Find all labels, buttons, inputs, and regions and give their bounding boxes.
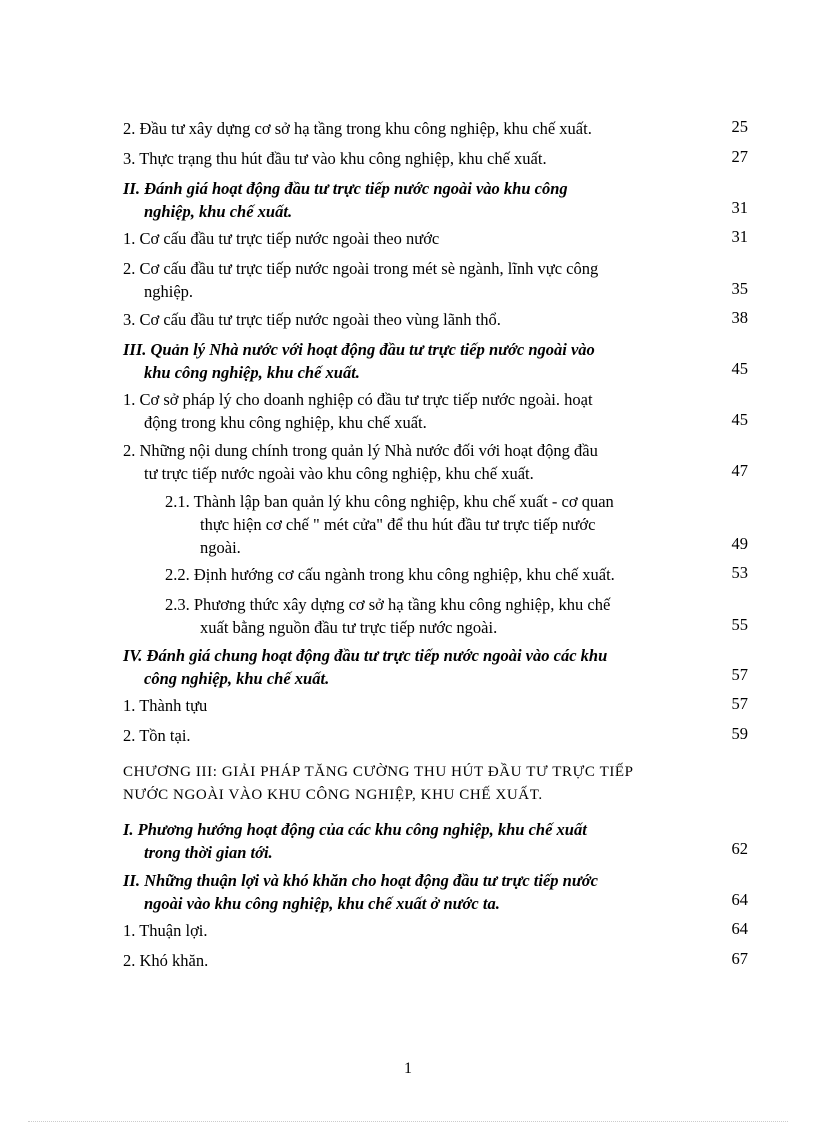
toc-entry-text: II. Những thuận lợi và khó khăn cho hoạt động đầu tư trực tiếp nước — [123, 871, 598, 890]
toc-entry-text: công nghiệp, khu chế xuất. — [144, 669, 330, 688]
toc-entry-text: 2.1. Thành lập ban quản lý khu công nghiệp, khu chế xuất - cơ quan — [165, 492, 614, 511]
toc-entry — [123, 949, 693, 972]
toc-page-number: 57 — [731, 665, 748, 684]
toc-entry — [123, 308, 693, 331]
toc-page-number: 45 — [731, 410, 748, 429]
toc-entry-text: 1. Cơ cấu đầu tư trực tiếp nước ngoài theo nước — [123, 229, 440, 248]
toc-entry-text: 3. Thực trạng thu hút đầu tư vào khu công nghiệp, khu chế xuất. — [123, 149, 547, 168]
page-bottom-divider — [28, 1121, 788, 1122]
toc-page-number: 64 — [731, 890, 748, 909]
toc-entry-text: IV. Đánh giá chung hoạt động đầu tư trực tiếp nước ngoài vào các khu — [123, 646, 608, 665]
toc-entry — [123, 724, 693, 747]
toc-entry — [123, 117, 693, 140]
toc-page-number: 31 — [731, 227, 748, 246]
toc-page-number: 57 — [731, 694, 748, 713]
toc-entry-text: 2. Đầu tư xây dựng cơ sở hạ tầng trong khu công nghiệp, khu chế xuất. — [123, 119, 592, 138]
toc-entry-text: ngoài. — [200, 538, 241, 557]
toc-page-number: 55 — [731, 615, 748, 634]
toc-subentry — [165, 490, 693, 559]
toc-page-number: 45 — [731, 359, 748, 378]
toc-entry — [123, 227, 693, 250]
toc-entry — [123, 439, 693, 485]
toc-section-heading — [123, 818, 693, 864]
toc-entry-text: xuất bằng nguồn đầu tư trực tiếp nước ngoài. — [200, 618, 498, 637]
toc-entry — [123, 919, 693, 942]
toc-page-number: 64 — [731, 919, 748, 938]
toc-entry-text: 1. Thuận lợi. — [123, 921, 208, 940]
toc-page-number: 62 — [731, 839, 748, 858]
toc-page-number: 35 — [731, 279, 748, 298]
toc-entry-text: 2.3. Phương thức xây dựng cơ sở hạ tầng khu công nghiệp, khu chế — [165, 595, 611, 614]
toc-page-number: 53 — [731, 563, 748, 582]
toc-page-number: 31 — [731, 198, 748, 217]
toc-entry-text: NƯỚC NGOÀI VÀO KHU CÔNG NGHIỆP, KHU CHẾ XUẤT. — [123, 787, 543, 803]
toc-page-number: 59 — [731, 724, 748, 743]
toc-entry — [123, 147, 693, 170]
toc-entry-text: 2. Cơ cấu đầu tư trực tiếp nước ngoài trong mét sè ngành, lĩnh vực công — [123, 259, 599, 278]
toc-entry-text: I. Phương hướng hoạt động của các khu công nghiệp, khu chế xuất — [123, 820, 587, 839]
toc-section-heading — [123, 338, 693, 384]
toc-section-heading — [123, 869, 693, 915]
toc-entry-text: 2.2. Định hướng cơ cấu ngành trong khu công nghiệp, khu chế xuất. — [165, 565, 615, 584]
toc-entry — [123, 388, 693, 434]
toc-entry-text: 2. Khó khăn. — [123, 951, 209, 970]
page-number-footer: 1 — [404, 1060, 412, 1077]
toc-entry-text: nghiệp, khu chế xuất. — [144, 202, 293, 221]
toc-entry-text: 2. Những nội dung chính trong quản lý Nhà nước đối với hoạt động đầu — [123, 441, 598, 460]
toc-subentry — [165, 593, 693, 639]
toc-section-heading — [123, 644, 693, 690]
toc-entry-text: ngoài vào khu công nghiệp, khu chế xuất ở nước ta. — [144, 894, 500, 913]
toc-subentry — [165, 563, 693, 586]
toc-page-number: 25 — [731, 117, 748, 136]
toc-entry-text: 1. Thành tựu — [123, 696, 208, 715]
toc-entry-text: CHƯƠNG III: GIẢI PHÁP TĂNG CƯỜNG THU HÚT ĐẦU TƯ TRỰC TIẾP — [123, 764, 634, 780]
toc-page-number: 49 — [731, 534, 748, 553]
toc-entry-text: nghiệp. — [144, 282, 194, 301]
toc-page-number: 27 — [731, 147, 748, 166]
toc-entry-text: trong thời gian tới. — [144, 843, 273, 862]
toc-entry-text: 3. Cơ cấu đầu tư trực tiếp nước ngoài theo vùng lãnh thổ. — [123, 310, 501, 329]
toc-entry — [123, 257, 693, 303]
toc-entry-text: 1. Cơ sở pháp lý cho doanh nghiệp có đầu tư trực tiếp nước ngoài. hoạt — [123, 390, 593, 409]
toc-entry-text: thực hiện cơ chế " mét cửa" để thu hút đầu tư trực tiếp nước — [200, 515, 596, 534]
toc-entry-text: động trong khu công nghiệp, khu chế xuất. — [144, 413, 427, 432]
toc-entry — [123, 694, 693, 717]
toc-entry-text: 2. Tồn tại. — [123, 726, 191, 745]
toc-chapter-heading — [123, 761, 693, 807]
toc-page-number: 47 — [731, 461, 748, 480]
toc-page-number: 67 — [731, 949, 748, 968]
toc-entry-text: II. Đánh giá hoạt động đầu tư trực tiếp nước ngoài vào khu công — [123, 179, 568, 198]
toc-section-heading — [123, 177, 693, 223]
toc-entry-text: III. Quản lý Nhà nước với hoạt động đầu tư trực tiếp nước ngoài vào — [123, 340, 595, 359]
toc-entry-text: tư trực tiếp nước ngoài vào khu công nghiệp, khu chế xuất. — [144, 464, 534, 483]
toc-page-number: 38 — [731, 308, 748, 327]
toc-entry-text: khu công nghiệp, khu chế xuất. — [144, 363, 360, 382]
